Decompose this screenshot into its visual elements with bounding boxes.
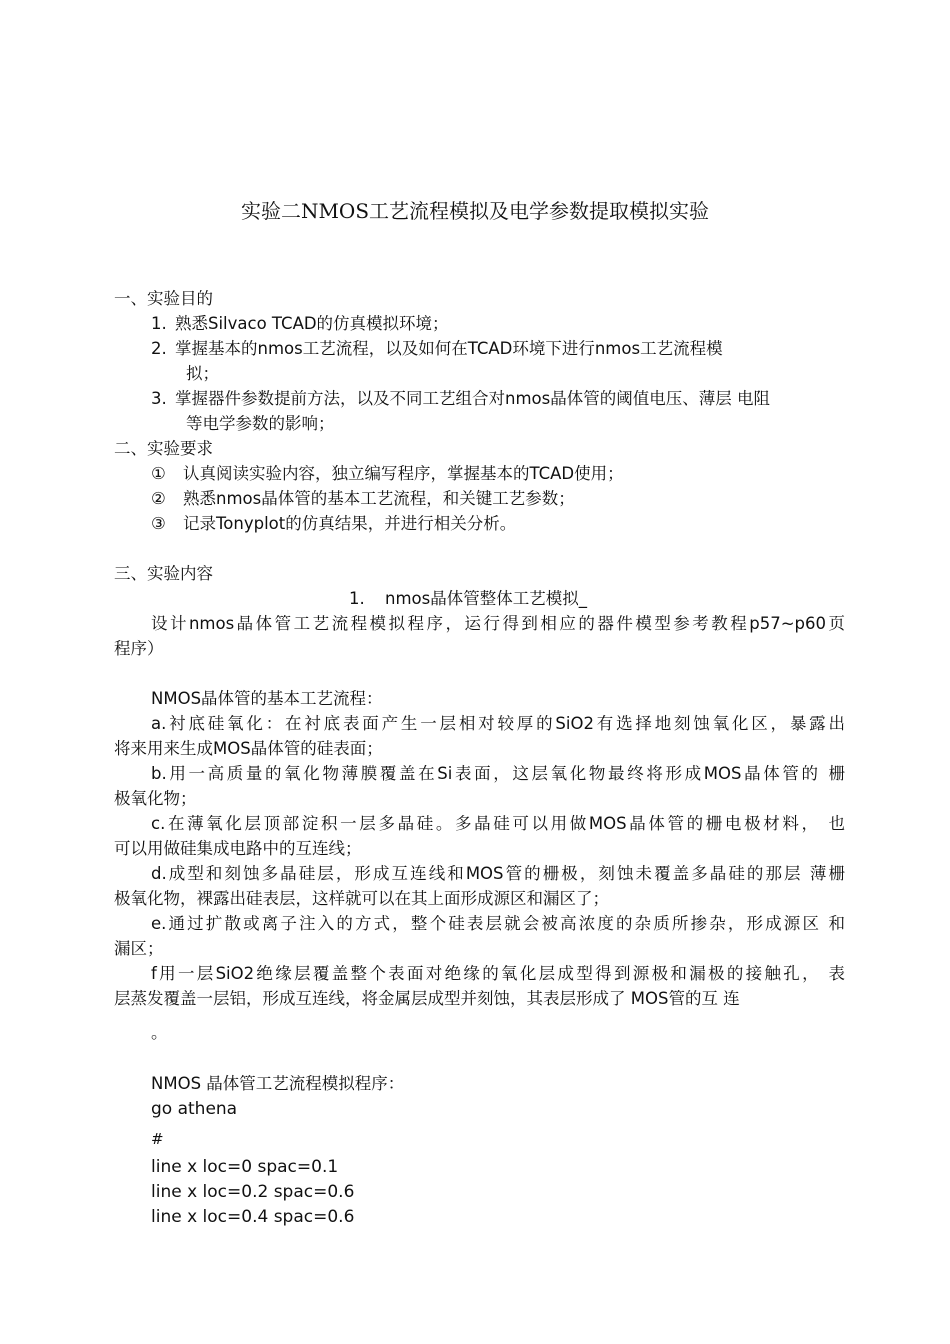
section2-heading: 二、实验要求 xyxy=(114,439,213,458)
item-text: 掌握基本的nmos工艺流程，以及如何在TCAD环境下进行nmos工艺流程模 xyxy=(175,339,723,358)
step-c-line-2: 可以用做硅集成电路中的互连线； xyxy=(114,839,362,858)
item-number: ③ xyxy=(151,514,166,533)
program-title: NMOS 晶体管工艺流程模拟程序： xyxy=(151,1074,405,1093)
code-line-2: # xyxy=(151,1130,164,1148)
intro-line-1: 设计nmos晶体管工艺流程模拟程序，运行得到相应的器件模型参考教程p57~p60页 xyxy=(151,614,845,633)
item-text: 掌握器件参数提前方法，以及不同工艺组合对nmos晶体管的阈值电压、薄层 电阻 xyxy=(175,389,770,408)
section1-item-2-cont: 拟； xyxy=(186,364,219,383)
section1-item-3 xyxy=(151,386,845,411)
item-text: 熟悉nmos晶体管的基本工艺流程，和关键工艺参数； xyxy=(183,489,575,508)
code-line-3: line x loc=0 spac=0.1 xyxy=(151,1157,339,1177)
step-a-line-1: a.衬底硅氧化：在衬底表面产生一层相对较厚的SiO2有选择地刻蚀氧化区，暴露出 xyxy=(151,714,845,733)
step-d-line-1: d.成型和刻蚀多晶硅层，形成互连线和MOS管的栅极，刻蚀未覆盖多晶硅的那层 薄栅 xyxy=(151,864,845,883)
section3-subheading xyxy=(349,586,587,611)
section2-item-3 xyxy=(151,511,516,536)
section1-item-1 xyxy=(151,311,449,336)
item-text: 熟悉Silvaco TCAD的仿真模拟环境； xyxy=(175,314,449,333)
section1-item-2 xyxy=(151,336,845,361)
step-f-line-2: 层蒸发覆盖一层铝，形成互连线，将金属层成型并刻蚀，其表层形成了 MOS管的互 连 xyxy=(114,989,740,1008)
step-b-line-2: 极氧化物； xyxy=(114,789,197,808)
item-text: 认真阅读实验内容，独立编写程序，掌握基本的TCAD使用； xyxy=(183,464,624,483)
code-line-5: line x loc=0.4 spac=0.6 xyxy=(151,1207,355,1227)
step-a-line-2: 将来用来生成MOS晶体管的硅表面； xyxy=(114,739,383,758)
code-line-4: line x loc=0.2 spac=0.6 xyxy=(151,1182,355,1202)
subheading-number: 1. xyxy=(349,589,365,608)
step-f-line-1: f用一层SiO2绝缘层覆盖整个表面对绝缘的氧化层成型得到源极和漏极的接触孔， 表 xyxy=(151,964,845,983)
section1-heading: 一、实验目的 xyxy=(114,289,213,308)
subheading-text: nmos晶体管整体工艺模拟_ xyxy=(385,589,587,608)
section2-item-1 xyxy=(151,461,624,486)
section1-item-3-cont: 等电学参数的影响； xyxy=(186,414,335,433)
item-number: ② xyxy=(151,489,166,508)
document-title: 实验二NMOS工艺流程模拟及电学参数提取模拟实验 xyxy=(240,199,710,223)
step-f-line-3: 。 xyxy=(151,1023,168,1042)
item-number: 2. xyxy=(151,339,167,358)
section3-heading: 三、实验内容 xyxy=(114,564,213,583)
item-number: ① xyxy=(151,464,166,483)
step-c-line-1: c.在薄氧化层顶部淀积一层多晶硅。多晶硅可以用做MOS晶体管的栅电极材料， 也 xyxy=(151,814,845,833)
item-number: 3. xyxy=(151,389,167,408)
intro-line-2: 程序） xyxy=(114,639,164,658)
item-number: 1. xyxy=(151,314,167,333)
flow-title: NMOS晶体管的基本工艺流程： xyxy=(151,689,383,708)
step-e-line-1: e.通过扩散或离子注入的方式，整个硅表层就会被高浓度的杂质所掺杂，形成源区 和 xyxy=(151,914,845,933)
step-e-line-2: 漏区； xyxy=(114,939,164,958)
code-line-1: go athena xyxy=(151,1099,238,1119)
step-d-line-2: 极氧化物，裸露出硅表层，这样就可以在其上面形成源区和漏区了； xyxy=(114,889,609,908)
section2-item-2 xyxy=(151,486,575,511)
step-b-line-1: b.用一高质量的氧化物薄膜覆盖在Si表面，这层氧化物最终将形成MOS晶体管的 栅 xyxy=(151,764,845,783)
item-text: 记录Tonyplot的仿真结果，并进行相关分析。 xyxy=(183,514,517,533)
